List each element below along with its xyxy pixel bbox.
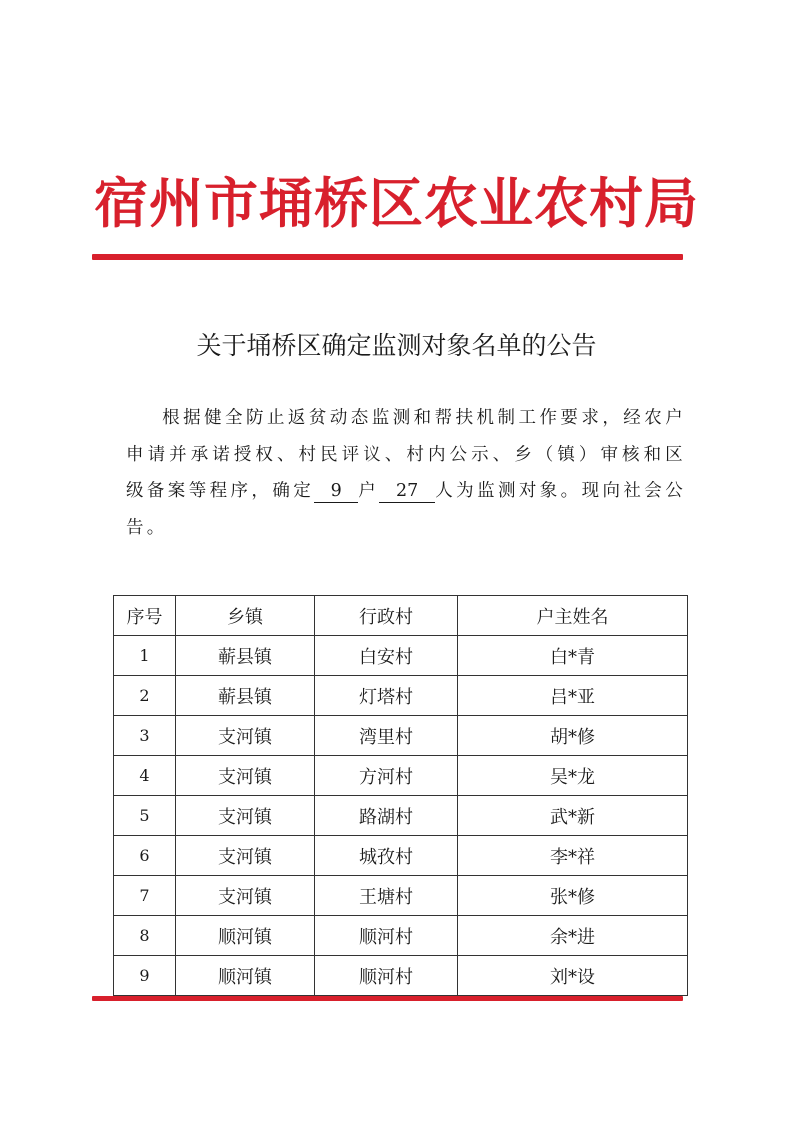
cell-village: 顺河村 [315,916,458,956]
table-row [114,676,688,716]
column-header-householder: 户主姓名 [458,596,688,636]
cell-town: 支河镇 [176,716,315,756]
table-row [114,876,688,916]
cell-village: 方河村 [315,756,458,796]
cell-index: 5 [114,796,176,836]
table-row [114,796,688,836]
cell-village: 顺河村 [315,956,458,996]
cell-householder: 吴*龙 [458,756,688,796]
cell-householder: 白*青 [458,636,688,676]
column-header-village: 行政村 [315,596,458,636]
cell-village: 湾里村 [315,716,458,756]
cell-householder: 余*进 [458,916,688,956]
cell-town: 支河镇 [176,836,315,876]
column-header-town: 乡镇 [176,596,315,636]
notice-title: 关于埇桥区确定监测对象名单的公告 [196,331,597,360]
table-row [114,916,688,956]
person-count: 27 [379,480,435,503]
cell-town: 支河镇 [176,876,315,916]
table-row [114,956,688,996]
footer-red-rule [92,996,683,1001]
cell-householder: 李*祥 [458,836,688,876]
notice-text-part1: 根据健全防止返贫动态监测和帮扶机制工作要求，经农户申请并承诺授权、村民评议、村内公示、乡（镇）审核和区级备案等程序，确定 [126,408,686,501]
cell-index: 3 [114,716,176,756]
cell-village: 白安村 [315,636,458,676]
cell-village: 王塘村 [315,876,458,916]
org-header-title: 宿州市埇桥区农业农村局 [94,171,699,235]
table-row [114,836,688,876]
cell-town: 顺河镇 [176,916,315,956]
notice-text-part2: 户 [358,481,380,501]
cell-index: 2 [114,676,176,716]
household-count: 9 [314,480,358,503]
cell-index: 7 [114,876,176,916]
table-row [114,716,688,756]
monitoring-list-table [113,595,688,996]
header-red-rule [92,254,683,260]
notice-body [126,400,686,546]
cell-town: 蕲县镇 [176,676,315,716]
table-row [114,756,688,796]
cell-householder: 武*新 [458,796,688,836]
cell-village: 城孜村 [315,836,458,876]
notice-text-part3: 人为监测对象。现向社会公告。 [126,481,686,538]
cell-index: 6 [114,836,176,876]
cell-town: 支河镇 [176,756,315,796]
table-row [114,636,688,676]
cell-index: 9 [114,956,176,996]
cell-index: 4 [114,756,176,796]
cell-index: 8 [114,916,176,956]
cell-village: 路湖村 [315,796,458,836]
table-header-row [114,596,688,636]
cell-householder: 吕*亚 [458,676,688,716]
cell-index: 1 [114,636,176,676]
column-header-index: 序号 [114,596,176,636]
cell-householder: 刘*设 [458,956,688,996]
cell-householder: 胡*修 [458,716,688,756]
cell-householder: 张*修 [458,876,688,916]
cell-town: 蕲县镇 [176,636,315,676]
cell-village: 灯塔村 [315,676,458,716]
cell-town: 顺河镇 [176,956,315,996]
cell-town: 支河镇 [176,796,315,836]
